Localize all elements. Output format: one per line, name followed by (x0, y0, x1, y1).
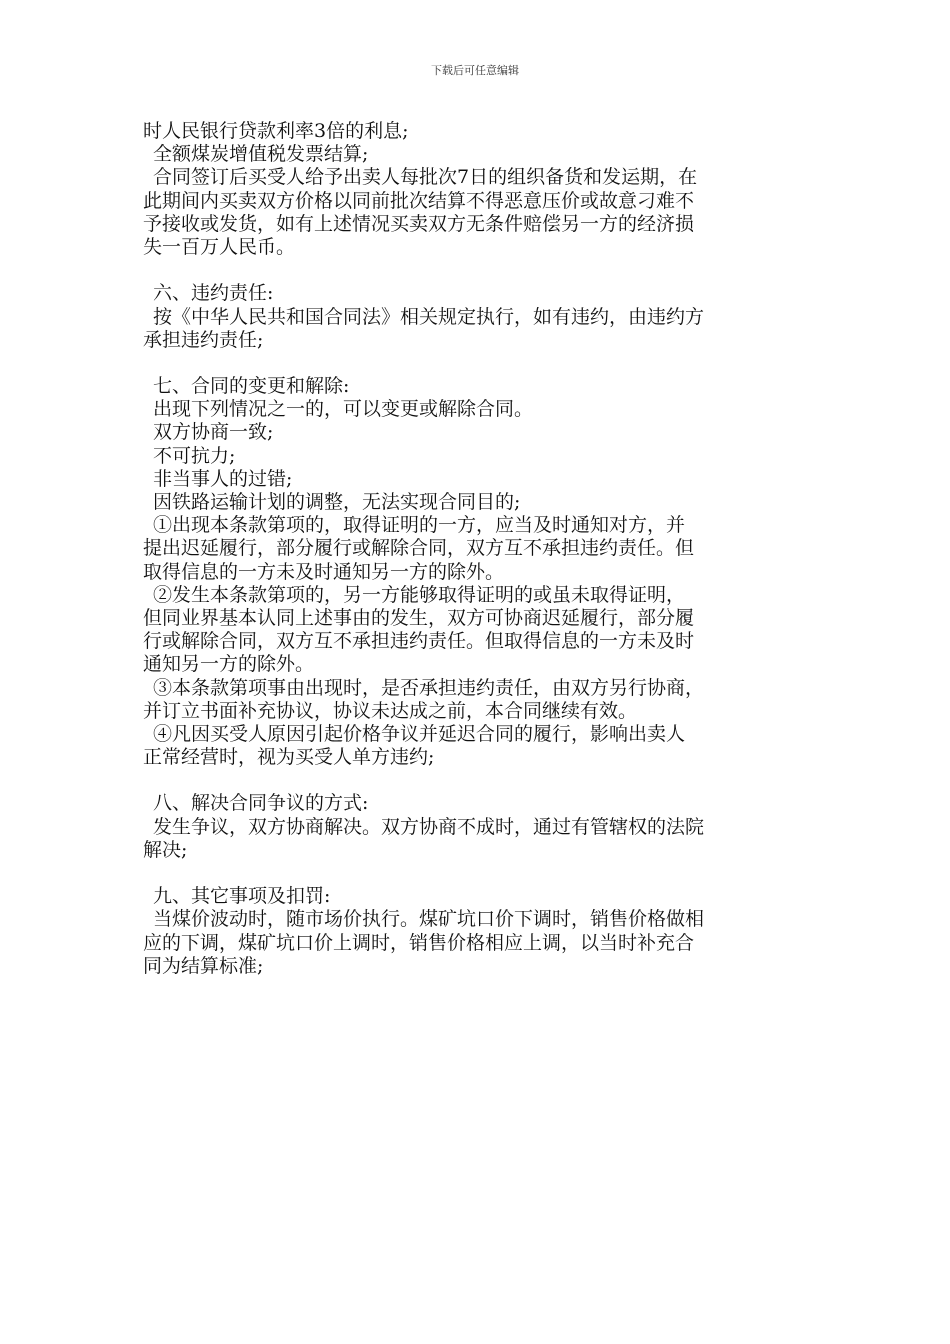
blank-line (143, 769, 813, 792)
text-line: 非当事人的过错; (153, 467, 293, 490)
text-line: 八、解决合同争议的方式: (153, 792, 369, 815)
paragraph (143, 885, 813, 908)
blank-line (143, 862, 813, 885)
text-line: 予接收或发货，如有上述情况买卖双方无条件赔偿另一方的经济损 (143, 212, 695, 235)
text-line: 行或解除合同，双方互不承担违约责任。但取得信息的一方未及时 (143, 630, 695, 653)
text-line: 同为结算标准; (143, 954, 264, 977)
text-line: ①出现本条款第项的，取得证明的一方，应当及时通知对方，并 (153, 514, 686, 537)
text-line: 正常经营时，视为买受人单方违约; (143, 746, 435, 769)
text-line: 全额煤炭增值税发票结算; (153, 143, 369, 166)
text-line: 失一百万人民币。 (143, 235, 296, 258)
text-line: 时人民银行贷款利率3倍的利息; (143, 120, 409, 142)
blank-line (143, 352, 813, 375)
paragraph (143, 282, 813, 305)
paragraph (143, 584, 813, 677)
text-line: ③本条款第项事由出现时，是否承担违约责任，由双方另行协商， (153, 676, 705, 699)
paragraph (143, 514, 813, 584)
paragraph (143, 723, 813, 769)
paragraph (143, 445, 813, 468)
text-line: 承担违约责任; (143, 328, 264, 351)
text-line: 通知另一方的除外。 (143, 653, 315, 676)
paragraph (143, 398, 813, 421)
text-line: 按《中华人民共和国合同法》相关规定执行，如有违约，由违约方 (153, 305, 705, 328)
paragraph (143, 421, 813, 444)
text-line: ②发生本条款第项的，另一方能够取得证明的或虽未取得证明， (153, 583, 686, 606)
text-line: 双方协商一致; (153, 421, 274, 444)
paragraph (143, 677, 813, 723)
text-line: 合同签订后买受人给予出卖人每批次7日的组织备货和发运期，在 (153, 166, 698, 189)
text-line: 取得信息的一方未及时通知另一方的除外。 (143, 560, 505, 583)
page-header: 下载后可任意编辑 (431, 64, 519, 77)
paragraph (143, 143, 813, 166)
text-line: 九、其它事项及扣罚: (153, 885, 331, 908)
paragraph (143, 166, 813, 259)
text-line: 并订立书面补充协议，协议未达成之前，本合同继续有效。 (143, 699, 638, 722)
text-line: 不可抗力; (153, 444, 236, 467)
paragraph (143, 375, 813, 398)
text-line: 六、违约责任: (153, 282, 274, 305)
text-line: 七、合同的变更和解除: (153, 375, 350, 398)
text-line: ④凡因买受人原因引起价格争议并延迟合同的履行，影响出卖人 (153, 722, 686, 745)
blank-line (143, 259, 813, 282)
paragraph (143, 908, 813, 978)
paragraph (143, 468, 813, 491)
text-line: 此期间内买卖双方价格以同前批次结算不得恶意压价或故意刁难不 (143, 189, 695, 212)
paragraph (143, 792, 813, 815)
text-line: 解决; (143, 838, 188, 861)
text-line: 出现下列情况之一的，可以变更或解除合同。 (153, 398, 534, 421)
paragraph (143, 306, 813, 352)
paragraph (143, 120, 813, 143)
text-line: 发生争议，双方协商解决。双方协商不成时，通过有管辖权的法院 (153, 815, 705, 838)
paragraph (143, 491, 813, 514)
text-line: 但同业界基本认同上述事由的发生，双方可协商迟延履行，部分履 (143, 606, 695, 629)
text-line: 因铁路运输计划的调整，无法实现合同目的; (153, 491, 521, 513)
document-body (143, 120, 813, 978)
paragraph (143, 816, 813, 862)
text-line: 提出迟延履行，部分履行或解除合同，双方互不承担违约责任。但 (143, 537, 695, 560)
text-line: 当煤价波动时，随市场价执行。煤矿坑口价下调时，销售价格做相 (153, 908, 705, 931)
text-line: 应的下调，煤矿坑口价上调时，销售价格相应上调，以当时补充合 (143, 931, 695, 954)
